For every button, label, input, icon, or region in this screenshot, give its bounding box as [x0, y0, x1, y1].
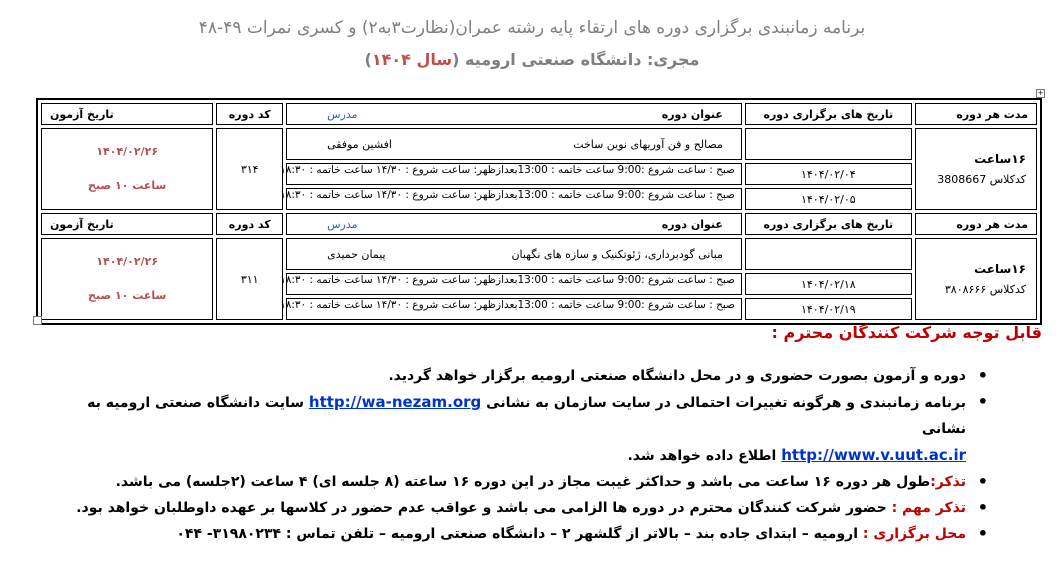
header-dates: تاریخ های برگزاری دوره	[745, 213, 912, 235]
schedule-table	[36, 98, 1042, 325]
table-header-row	[41, 213, 1037, 235]
list-item	[54, 495, 984, 521]
course-row	[41, 238, 1037, 270]
exam-time: ساعت ۱۰ صبح	[88, 179, 167, 192]
link-uut[interactable]: http://www.v.uut.ac.ir	[781, 446, 966, 464]
list-item	[54, 469, 984, 495]
course-title-cell	[286, 238, 742, 270]
notice-item-3: طول هر دوره ۱۶ ساعت می باشد و حداکثر غیبت مجاز در این دوره ۱۶ ساعته (۸ جلسه ای) ۴ ساعت (۲جلسه) می باشد.	[115, 474, 931, 490]
header-teacher: مدرس	[327, 107, 358, 121]
header-course	[286, 103, 742, 125]
course-code: ۳۱۴	[216, 128, 283, 210]
course-code: ۳۱۱	[216, 238, 283, 320]
page-subtitle	[0, 50, 1064, 69]
course-teacher: افشین موفقی	[327, 137, 392, 151]
notice-item-4-label: تذکر مهم :	[891, 500, 966, 516]
header-dates: تاریخ های برگزاری دوره	[745, 103, 912, 125]
header-duration: مدت هر دوره	[915, 213, 1037, 235]
header-course-title: عنوان دوره	[661, 217, 723, 231]
session-afternoon: بعدازظهر: ساعت شروع : ۱۴/۳۰ ساعت خاتمه : ۱۸:۳۰	[280, 164, 518, 176]
session-date: ۱۴۰۴/۰۲/۰۵	[745, 188, 912, 210]
exam-date: ۱۴۰۴/۰۲/۲۶	[96, 255, 159, 268]
header-code: کد دوره	[216, 103, 283, 125]
notice-item-4: حضور شرکت کنندگان محترم در دوره ها الزامی می باشد و عواقب عدم حضور در کلاسها بر عهده داوطلبان خواهد بود.	[76, 500, 887, 516]
course-dates-empty	[745, 128, 912, 160]
session-morning: صبح : ساعت شروع :9:00 ساعت خاتمه : 13:00	[517, 189, 735, 201]
exam-time: ساعت ۱۰ صبح	[88, 289, 167, 302]
course-duration	[915, 128, 1037, 210]
course-hours: ۱۶ساعت	[974, 261, 1026, 276]
session-times	[280, 188, 742, 210]
course-dates-empty	[745, 238, 912, 270]
list-item	[54, 389, 984, 469]
link-wa-nezam[interactable]: http://wa-nezam.org	[308, 393, 482, 411]
course-title: مصالح و فن آوریهای نوین ساخت	[573, 137, 723, 151]
header-exam: تاریخ آزمون	[41, 103, 213, 125]
course-class-code: کدکلاس 3808667	[937, 172, 1026, 186]
notice-list	[54, 363, 984, 547]
course-title: مبانی گودبرداری، ژئوتکنیک و سازه های نگهبان	[511, 247, 723, 261]
notice-item-3-label: تذکر:	[930, 474, 966, 490]
table-move-handle[interactable]: +	[1037, 89, 1044, 97]
notice-item-2a: برنامه زمانبندی و هرگونه تغییرات احتمالی در سایت سازمان به نشانی	[486, 395, 966, 411]
header-course-title: عنوان دوره	[661, 107, 723, 121]
session-times	[280, 298, 742, 320]
session-morning: صبح : ساعت شروع :9:00 ساعت خاتمه : 13:00	[517, 274, 735, 286]
notice-item-5: ارومیه – ابتدای جاده بند – بالاتر از گلشهر ۲ – دانشگاه صنعتی ارومیه – تلفن تماس : ۳۱۹۸۰۲۳۴- ۰۴۴	[176, 526, 859, 542]
header-teacher: مدرس	[327, 217, 358, 231]
session-afternoon: بعدازظهر: ساعت شروع : ۱۴/۳۰ ساعت خاتمه : ۱۸:۳۰	[280, 189, 518, 201]
page-title: برنامه زمانبندی برگزاری دوره های ارتقاء پایه رشته عمران(نظارت۳به۲) و کسری نمرات ۴۹-۴۸	[198, 18, 866, 38]
notice-item-5-label: محل برگزاری :	[862, 526, 966, 542]
session-morning: صبح : ساعت شروع :9:00 ساعت خاتمه : 13:00	[517, 164, 735, 176]
course-teacher: پیمان حمیدی	[327, 247, 386, 261]
course-exam	[41, 128, 213, 210]
course-title-cell	[286, 128, 742, 160]
subtitle-prefix: مجری: دانشگاه صنعتی ارومیه (	[452, 50, 700, 69]
session-date: ۱۴۰۴/۰۲/۱۸	[745, 273, 912, 295]
notice-item-1: دوره و آزمون بصورت حضوری و در محل دانشگاه صنعتی ارومیه برگزار خواهد گردید.	[388, 368, 966, 384]
header-exam: تاریخ آزمون	[41, 213, 213, 235]
session-morning: صبح : ساعت شروع :9:00 ساعت خاتمه : 13:00	[517, 299, 735, 311]
course-row	[41, 128, 1037, 160]
subtitle-year: سال ۱۴۰۴	[371, 50, 453, 69]
list-item	[54, 363, 984, 389]
header-code: کد دوره	[216, 213, 283, 235]
session-afternoon: بعدازظهر: ساعت شروع : ۱۴/۳۰ ساعت خاتمه : ۱۸:۳۰	[280, 299, 518, 311]
header-duration: مدت هر دوره	[915, 103, 1037, 125]
session-date: ۱۴۰۴/۰۲/۰۴	[745, 163, 912, 185]
header-course	[286, 213, 742, 235]
subtitle-suffix: )	[364, 50, 372, 69]
notice-item-2b: سایت دانشگاه صنعتی ارومیه به نشانی	[87, 395, 966, 437]
course-hours: ۱۶ساعت	[974, 151, 1026, 166]
table-header-row	[41, 103, 1037, 125]
session-afternoon: بعدازظهر: ساعت شروع : ۱۴/۳۰ ساعت خاتمه : ۱۸:۳۰	[280, 274, 518, 286]
notice-item-2c: اطلاع داده خواهد شد.	[627, 448, 777, 464]
exam-date: ۱۴۰۴/۰۲/۲۶	[96, 145, 159, 158]
session-times	[280, 163, 742, 185]
session-times	[280, 273, 742, 295]
notice-heading: قابل توجه شرکت کنندگان محترم :	[771, 323, 1042, 342]
course-exam	[41, 238, 213, 320]
course-class-code: کدکلاس ۳۸۰۸۶۶۶	[944, 282, 1026, 296]
course-duration	[915, 238, 1037, 320]
list-item	[54, 521, 984, 547]
session-date: ۱۴۰۴/۰۲/۱۹	[745, 298, 912, 320]
